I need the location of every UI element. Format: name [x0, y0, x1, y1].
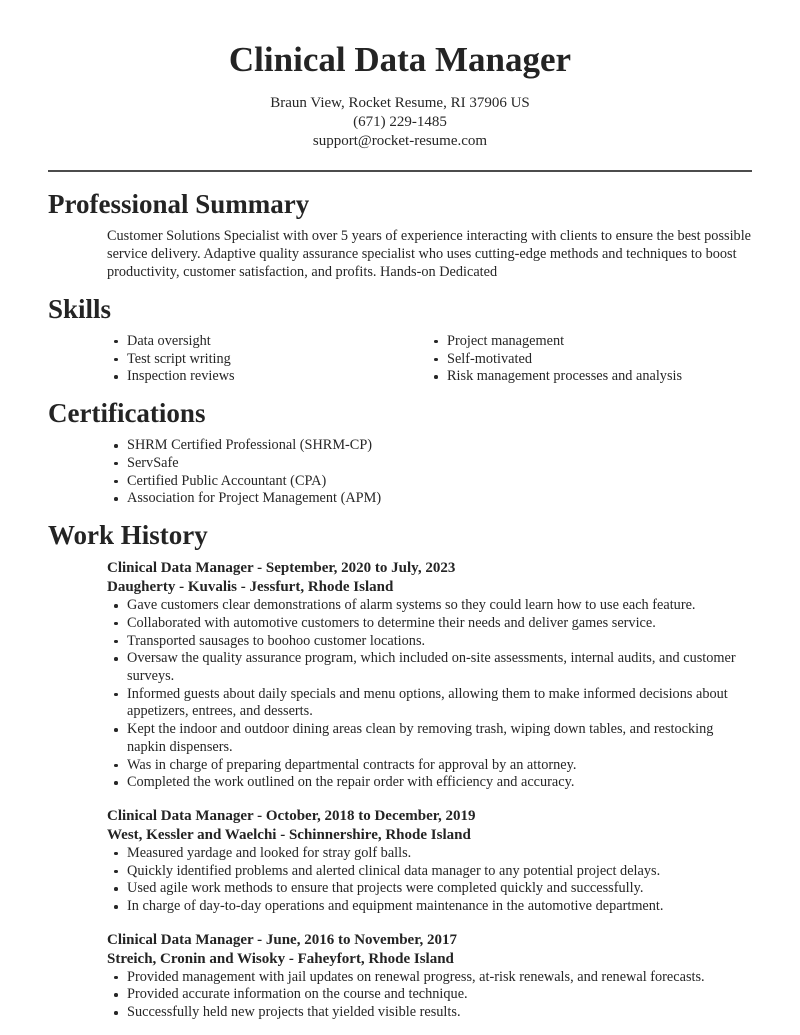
list-item-text: Risk management processes and analysis — [447, 368, 683, 385]
skill-item — [427, 351, 747, 369]
certification-item — [107, 437, 752, 455]
bullet-icon — [114, 640, 118, 644]
job-bullet-item — [107, 615, 752, 633]
list-item-text: Gave customers clear demonstrations of alarm systems so they could learn how to use each feature. — [127, 597, 696, 614]
resume-header — [0, 0, 800, 152]
list-item-text: In charge of day-to-day operations and equipment maintenance in the automotive department. — [127, 898, 664, 915]
job-location: Faheyfort, Rhode Island — [297, 950, 454, 967]
certifications-body — [107, 437, 752, 508]
list-item-text: Association for Project Management (APM) — [127, 490, 382, 507]
job-dates: June, 2016 to November, 2017 — [265, 931, 457, 948]
list-item-text: Project management — [447, 332, 565, 349]
job-title: Clinical Data Manager — [107, 807, 254, 824]
job-title: Clinical Data Manager — [107, 931, 254, 948]
contact-email: support@rocket-resume.com — [312, 133, 488, 150]
header-divider — [48, 170, 752, 172]
bullet-icon — [114, 976, 118, 980]
list-item-text: Inspection reviews — [127, 368, 235, 385]
job-title-line — [107, 807, 752, 826]
skill-item — [107, 351, 427, 369]
list-item-text: SHRM Certified Professional (SHRM-CP) — [127, 437, 373, 454]
job-bullets — [107, 597, 752, 792]
list-item-text: ServSafe — [127, 454, 179, 471]
section-skills — [0, 294, 800, 386]
job-bullet-item — [107, 880, 752, 898]
resume-title: Clinical Data Manager — [228, 40, 572, 79]
job-bullet-item — [107, 845, 752, 863]
section-work-history — [0, 520, 800, 1022]
summary-body — [107, 228, 752, 282]
bullet-icon — [114, 340, 118, 344]
list-item-text: Test script writing — [127, 350, 231, 367]
bullet-icon — [434, 358, 438, 362]
bullet-icon — [114, 622, 118, 626]
list-item-text: Self-motivated — [447, 350, 532, 367]
heading-skills: Skills — [48, 293, 112, 324]
list-item-text: Collaborated with automotive customers to determine their needs and deliver games service. — [127, 614, 656, 631]
list-item-text: Was in charge of preparing departmental contracts for approval by an attorney. — [127, 756, 577, 773]
job-company-line — [107, 826, 752, 845]
job-title-line — [107, 931, 752, 950]
section-certifications — [0, 398, 800, 508]
list-item-text: Used agile work methods to ensure that projects were completed quickly and successfully. — [127, 880, 644, 897]
job-title-separator: - — [253, 560, 266, 577]
list-item-text: Provided accurate information on the course and technique. — [127, 986, 468, 1003]
list-item-text: Successfully held new projects that yielded visible results. — [127, 1004, 461, 1021]
bullet-icon — [114, 728, 118, 732]
bullet-icon — [114, 887, 118, 891]
list-item-text: Oversaw the quality assurance program, which included on-site assessments, internal audits, and customer surveys. — [127, 650, 736, 685]
job-location: Schinnershire, Rhode Island — [288, 826, 471, 843]
job-company-line — [107, 578, 752, 597]
job-title-separator: - — [253, 807, 266, 824]
certification-item — [107, 455, 752, 473]
skills-columns — [107, 333, 752, 386]
bullet-icon — [434, 340, 438, 344]
job-dates: September, 2020 to July, 2023 — [265, 560, 456, 577]
job-dates: October, 2018 to December, 2019 — [265, 807, 476, 824]
job-bullet-item — [107, 650, 752, 685]
bullet-icon — [114, 1011, 118, 1015]
job-bullet-item — [107, 633, 752, 651]
job-title: Clinical Data Manager — [107, 560, 254, 577]
list-item-text: Measured yardage and looked for stray golf balls. — [127, 844, 412, 861]
bullet-icon — [114, 764, 118, 768]
job-company: Daugherty - Kuvalis — [107, 579, 238, 596]
job-bullets — [107, 845, 752, 916]
job-company: Streich, Cronin and Wisoky — [107, 950, 286, 967]
skill-item — [107, 333, 427, 351]
job-bullet-item — [107, 1004, 752, 1022]
list-item-text: Informed guests about daily specials and menu options, allowing them to make informed decisions about appetizers, entrees, and desserts. — [127, 685, 728, 720]
list-item-text: Certified Public Accountant (CPA) — [127, 472, 327, 489]
job-title-line — [107, 559, 752, 578]
skills-column-1 — [107, 333, 427, 386]
job-bullet-item — [107, 597, 752, 615]
job-bullet-item — [107, 757, 752, 775]
work-history-body — [107, 559, 752, 1022]
job-bullet-item — [107, 986, 752, 1004]
heading-certifications: Certifications — [48, 397, 206, 428]
job-title-separator: - — [253, 931, 266, 948]
bullet-icon — [114, 462, 118, 466]
certification-item — [107, 473, 752, 491]
job-bullet-item — [107, 863, 752, 881]
job-location: Jessfurt, Rhode Island — [249, 579, 394, 596]
bullet-icon — [114, 852, 118, 856]
bullet-icon — [114, 781, 118, 785]
bullet-icon — [114, 497, 118, 501]
list-item-text: Completed the work outlined on the repair order with efficiency and accuracy. — [127, 774, 575, 791]
skills-column-2 — [427, 333, 747, 386]
skill-item — [427, 368, 747, 386]
heading-professional-summary: Professional Summary — [48, 188, 310, 219]
certification-item — [107, 490, 752, 508]
list-item-text: Data oversight — [127, 332, 211, 349]
job-company-separator: - — [276, 826, 289, 843]
list-item-text: Provided management with jail updates on renewal progress, at-risk renewals, and renewal forecasts. — [127, 968, 705, 985]
bullet-icon — [114, 657, 118, 661]
job-company: West, Kessler and Waelchi — [107, 826, 277, 843]
job-company-line — [107, 950, 752, 969]
bullet-icon — [114, 480, 118, 484]
job-entry — [107, 807, 752, 916]
bullet-icon — [114, 444, 118, 448]
bullet-icon — [434, 375, 438, 379]
list-item-text: Transported sausages to boohoo customer locations. — [127, 632, 426, 649]
job-company-separator: - — [237, 579, 250, 596]
job-entry — [107, 559, 752, 792]
job-bullet-item — [107, 686, 752, 721]
bullet-icon — [114, 375, 118, 379]
job-bullet-item — [107, 969, 752, 987]
skill-item — [107, 368, 427, 386]
job-company-separator: - — [285, 950, 298, 967]
contact-address: Braun View, Rocket Resume, RI 37906 US — [270, 94, 530, 111]
bullet-icon — [114, 693, 118, 697]
job-entry — [107, 931, 752, 1022]
list-item-text: Kept the indoor and outdoor dining areas clean by removing trash, wiping down tables, and restocking napkin dispensers. — [127, 721, 714, 755]
job-bullets — [107, 969, 752, 1022]
certifications-list — [107, 437, 752, 508]
heading-work-history: Work History — [48, 519, 208, 550]
bullet-icon — [114, 870, 118, 874]
summary-text: Customer Solutions Specialist with over 5 years of experience interacting with clients to ensure the best possible service delivery. Adaptive quality assurance specialist who uses cutting-edge methods and techniques to boost productivity, customer satisfaction, and profits. Hands-on Dedicated — [107, 227, 752, 280]
job-bullet-item — [107, 898, 752, 916]
bullet-icon — [114, 604, 118, 608]
section-professional-summary — [0, 189, 800, 282]
bullet-icon — [114, 993, 118, 997]
job-bullet-item — [107, 774, 752, 792]
skill-item — [427, 333, 747, 351]
contact-phone: (671) 229-1485 — [353, 114, 447, 131]
job-bullet-item — [107, 721, 752, 756]
list-item-text: Quickly identified problems and alerted clinical data manager to any potential project delays. — [127, 862, 661, 879]
bullet-icon — [114, 905, 118, 909]
bullet-icon — [114, 358, 118, 362]
